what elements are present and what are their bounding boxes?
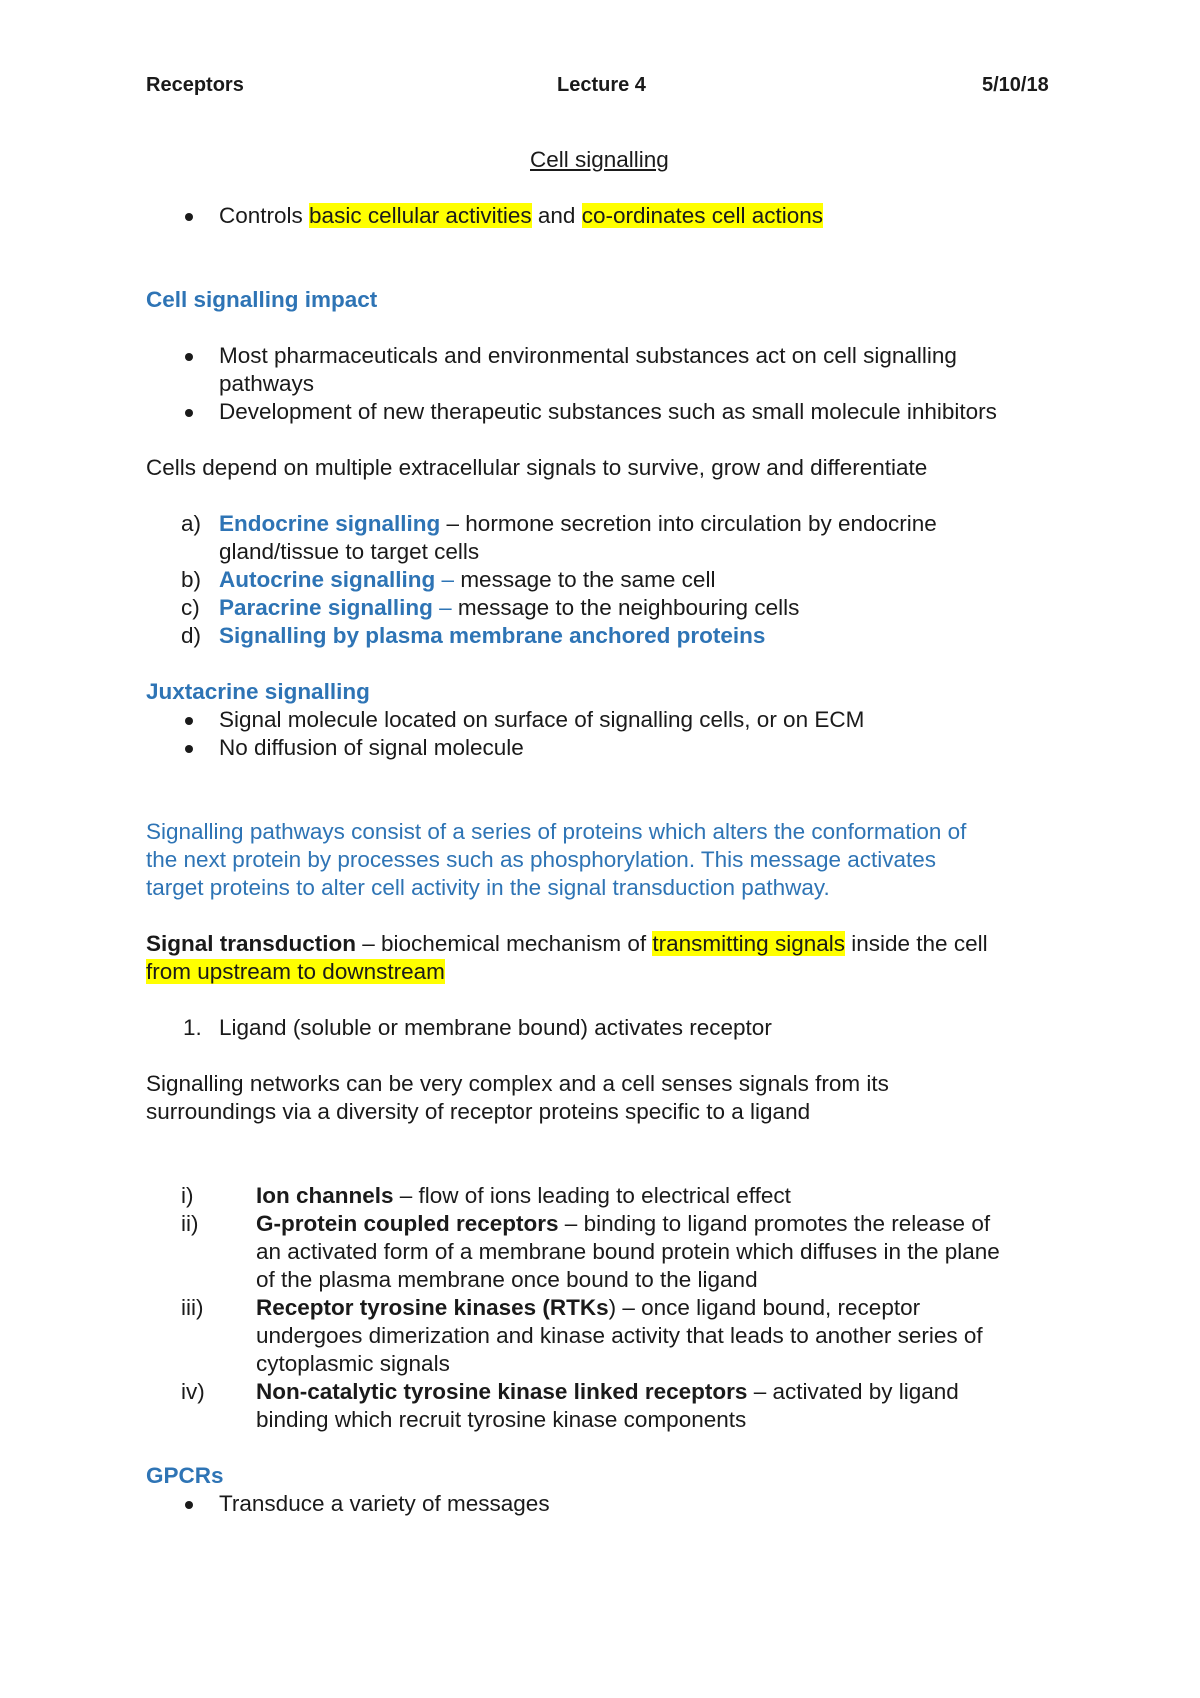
ligand-item: Ligand (soluble or membrane bound) activates receptor [219,1015,772,1040]
transduction-term: Signal transduction [146,931,357,956]
endocrine-term: Endocrine signalling [219,511,441,536]
networks-line-1: Signalling networks can be very complex and a cell senses signals from its [146,1071,889,1096]
bullet-icon [185,353,193,361]
non-catalytic-item [256,1378,959,1406]
paracrine-item [219,594,799,622]
transduction-highlight-1: transmitting signals [652,931,845,956]
list-marker: 1. [183,1015,202,1040]
gpcr-desc-1: – binding to ligand promotes the release of [558,1211,991,1236]
autocrine-dash: – [435,567,461,592]
intro-prefix: Controls [219,203,310,228]
transduction-highlight-2: from upstream to downstream [146,959,445,984]
rtk-desc-1: – once ligand bound, receptor [616,1295,921,1320]
paracrine-term: Paracrine signalling [219,595,433,620]
header-right: 5/10/18 [982,74,1049,96]
list-marker: ii) [181,1211,199,1236]
transduction-line-2 [146,958,445,986]
rtk-term: Receptor tyrosine kinases (RTKs [256,1295,609,1320]
bullet-icon [185,213,193,221]
list-marker: b) [181,567,202,592]
rtk-item [256,1294,920,1322]
paracrine-desc: message to the neighbouring cells [457,595,800,620]
impact-bullet-1-line-1: Most pharmaceuticals and environmental substances act on cell signalling [219,343,957,368]
juxtacrine-bullet-2: No diffusion of signal molecule [219,735,524,760]
intro-highlight-1: basic cellular activities [309,203,532,228]
endocrine-desc: – hormone secretion into circulation by endocrine [440,511,937,536]
transduction-after: inside the cell [845,931,988,956]
impact-bullet-2: Development of new therapeutic substances such as small molecule inhibitors [219,399,997,424]
ion-channels-desc: – flow of ions leading to electrical effect [393,1183,791,1208]
gpcr-item [256,1210,990,1238]
non-catalytic-desc-2: binding which recruit tyrosine kinase components [256,1407,747,1432]
bullet-icon [185,1501,193,1509]
bullet-icon [185,717,193,725]
networks-line-2: surroundings via a diversity of receptor proteins specific to a ligand [146,1099,811,1124]
rtk-desc-3: cytoplasmic signals [256,1351,450,1376]
intro-highlight-2: co-ordinates cell actions [581,203,824,228]
gpcr-desc-2: an activated form of a membrane bound protein which diffuses in the plane [256,1239,1000,1264]
transduction-line-1 [146,930,988,958]
non-catalytic-desc-1: – activated by ligand [747,1379,959,1404]
header-center: Lecture 4 [557,74,646,96]
list-marker: a) [181,511,202,536]
page-title: Cell signalling [530,147,669,172]
list-marker: i) [181,1183,194,1208]
bullet-icon [185,745,193,753]
non-catalytic-term: Non-catalytic tyrosine kinase linked receptors [256,1379,748,1404]
transduction-desc: – biochemical mechanism of [356,931,653,956]
autocrine-desc: message to the same cell [460,567,716,592]
pathways-line-2: the next protein by processes such as phosphorylation. This message activates [146,847,937,872]
pathways-line-1: Signalling pathways consist of a series of proteins which alters the conformation of [146,819,967,844]
list-marker: iii) [181,1295,204,1320]
paracrine-dash: – [432,595,458,620]
cells-depend-text: Cells depend on multiple extracellular signals to survive, grow and differentiate [146,455,928,480]
gpcrs-bullet-1: Transduce a variety of messages [219,1491,550,1516]
list-marker: d) [181,623,202,648]
endocrine-item [219,510,937,538]
juxtacrine-heading: Juxtacrine signalling [146,679,370,704]
header-left: Receptors [146,74,244,96]
rtk-term-tail: ) [608,1295,617,1320]
gpcr-term: G-protein coupled receptors [256,1211,559,1236]
intro-mid: and [531,203,582,228]
impact-bullet-1-line-2: pathways [219,371,315,396]
impact-heading: Cell signalling impact [146,287,378,312]
membrane-anchored-term: Signalling by plasma membrane anchored proteins [219,623,766,648]
juxtacrine-bullet-1: Signal molecule located on surface of signalling cells, or on ECM [219,707,865,732]
pathways-line-3: target proteins to alter cell activity in the signal transduction pathway. [146,875,830,900]
gpcr-desc-3: of the plasma membrane once bound to the ligand [256,1267,758,1292]
rtk-desc-2: undergoes dimerization and kinase activity that leads to another series of [256,1323,983,1348]
bullet-icon [185,409,193,417]
list-marker: iv) [181,1379,205,1404]
ion-channels-term: Ion channels [256,1183,394,1208]
autocrine-term: Autocrine signalling [219,567,436,592]
intro-bullet [219,202,823,230]
list-marker: c) [181,595,200,620]
gpcrs-heading: GPCRs [146,1463,224,1488]
autocrine-item [219,566,715,594]
ion-channels-item [256,1182,791,1210]
endocrine-desc-line-2: gland/tissue to target cells [219,539,480,564]
